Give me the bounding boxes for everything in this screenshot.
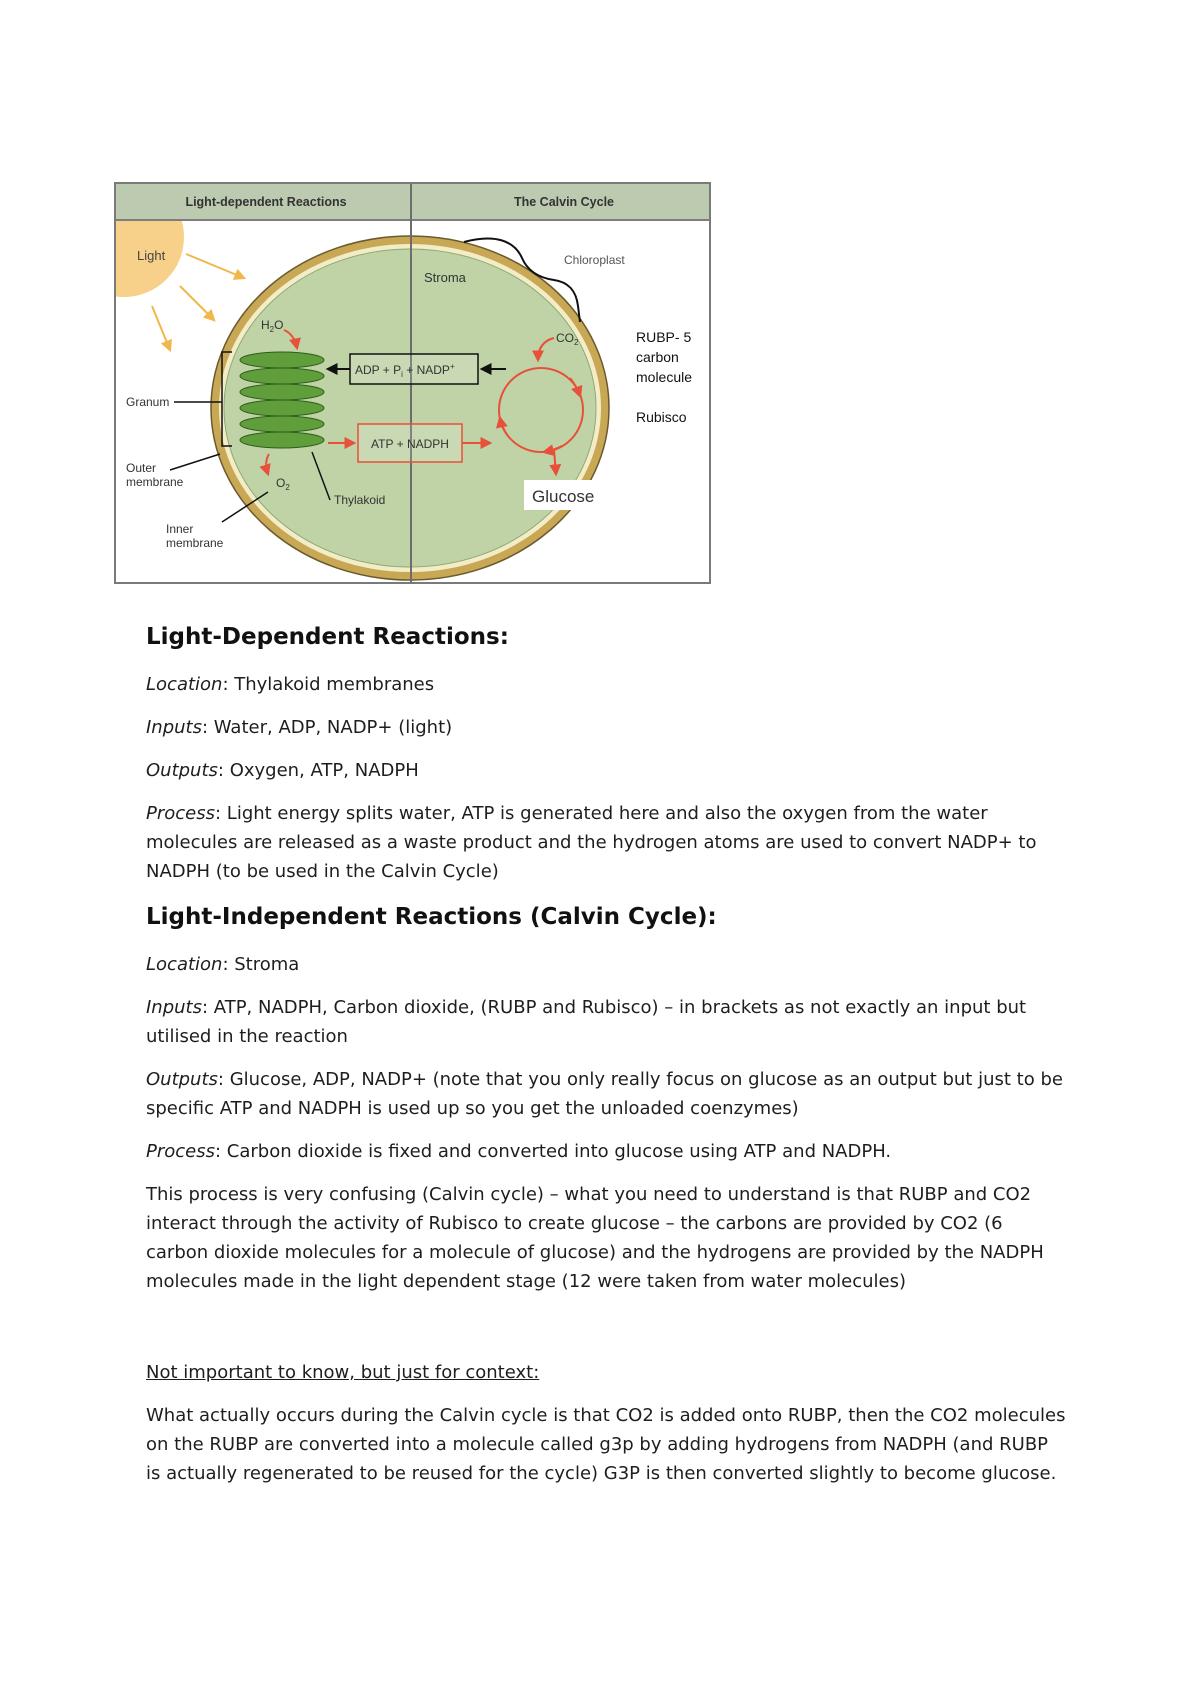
stroma-label: Stroma [424,270,466,285]
location-label: Location [146,674,223,695]
para-line: This process is very confusing (Calvin cycle) – what you need to understand is that RUBP and CO2 [146,1184,1032,1205]
co2-label: $CO_2$ [556,331,579,347]
notes-body [146,620,1076,1488]
process-line: molecules are released as a waste product and the hydrogen atoms are used to convert NADP+ to [146,832,1037,853]
header-right-label: The Calvin Cycle [513,195,615,209]
context-line: on the RUBP are converted into a molecule called g3p by adding hydrogens from NADPH (and RUBP [146,1434,1049,1455]
light-independent-heading: Light-Independent Reactions (Calvin Cycle): [146,904,717,930]
process-value: : Carbon dioxide is fixed and converted into glucose using ATP and NADPH. [215,1141,892,1162]
light-dependent-heading: Light-Dependent Reactions: [146,624,509,650]
rubp-label-3: molecule [636,369,693,385]
li-process [146,1137,1076,1166]
context-heading: Not important to know, but just for context: [146,1362,540,1383]
granum-label: Granum [126,395,170,409]
rubp-label-1: RUBP- 5 [636,329,692,345]
para-line: interact through the activity of Rubisco to create glucose – the carbons are provided by CO2 (6 [146,1213,1003,1234]
location-value: : Stroma [222,954,300,975]
outer-membrane-label-1: Outer [126,461,157,475]
outputs-line: : Glucose, ADP, NADP+ (note that you only really focus on glucose as an output but just to be [217,1069,1063,1090]
context-paragraph [146,1401,1076,1488]
location-value: : Thylakoid membranes [222,674,435,695]
rubisco-label: Rubisco [636,409,687,425]
ld-process [146,799,1076,886]
calvin-explanation [146,1180,1076,1296]
chloroplast-label: Chloroplast [564,253,625,267]
inputs-line: utilised in the reaction [146,1026,348,1047]
inputs-label: Inputs [146,717,202,738]
light-label: Light [137,248,166,263]
rubp-label-2: carbon [636,349,679,365]
o2-label: $O_2$ [276,476,290,492]
outer-membrane-label-2: membrane [126,475,184,489]
para-line: carbon dioxide molecules for a molecule of glucose) and the hydrogens are provided by the NADPH [146,1242,1044,1263]
process-label: Process [146,1141,215,1162]
inputs-label: Inputs [146,997,202,1018]
context-line: What actually occurs during the Calvin cycle is that CO2 is added onto RUBP, then the CO2 molecules [146,1405,1066,1426]
header-left-label: Light-dependent Reactions [185,195,347,209]
location-label: Location [146,954,223,975]
inputs-line: : ATP, NADPH, Carbon dioxide, (RUBP and Rubisco) – in brackets as not exactly an input but [202,997,1027,1018]
ld-inputs [146,713,1076,742]
inputs-value: : Water, ADP, NADP+ (light) [202,717,453,738]
li-outputs [146,1065,1076,1123]
ld-outputs [146,756,1076,785]
glucose-label: Glucose [532,487,595,506]
outputs-label: Outputs [146,760,218,781]
h2o-label: $H_2O$ [261,318,284,334]
chloroplast-diagram [114,182,711,584]
context-line: is actually regenerated to be reused for the cycle) G3P is then converted slightly to become glucose. [146,1463,1057,1484]
li-inputs [146,993,1076,1051]
process-line: : Light energy splits water, ATP is generated here and also the oxygen from the water [215,803,988,824]
process-line: NADPH (to be used in the Calvin Cycle) [146,861,499,882]
outputs-value: : Oxygen, ATP, NADPH [217,760,419,781]
outputs-label: Outputs [146,1069,218,1090]
inner-membrane-label-2: membrane [166,536,224,550]
li-location [146,950,1076,979]
inner-membrane-label-1: Inner [166,522,194,536]
process-label: Process [146,803,215,824]
thylakoid-label: Thylakoid [334,493,386,507]
para-line: molecules made in the light dependent stage (12 were taken from water molecules) [146,1271,907,1292]
outputs-line: specific ATP and NADPH is used up so you get the unloaded coenzymes) [146,1098,799,1119]
ld-location [146,670,1076,699]
atp-nadph-label: ATP + NADPH [371,437,449,451]
adp-nadp-label: ADP + $P_i$ + NADP+ [355,362,455,379]
